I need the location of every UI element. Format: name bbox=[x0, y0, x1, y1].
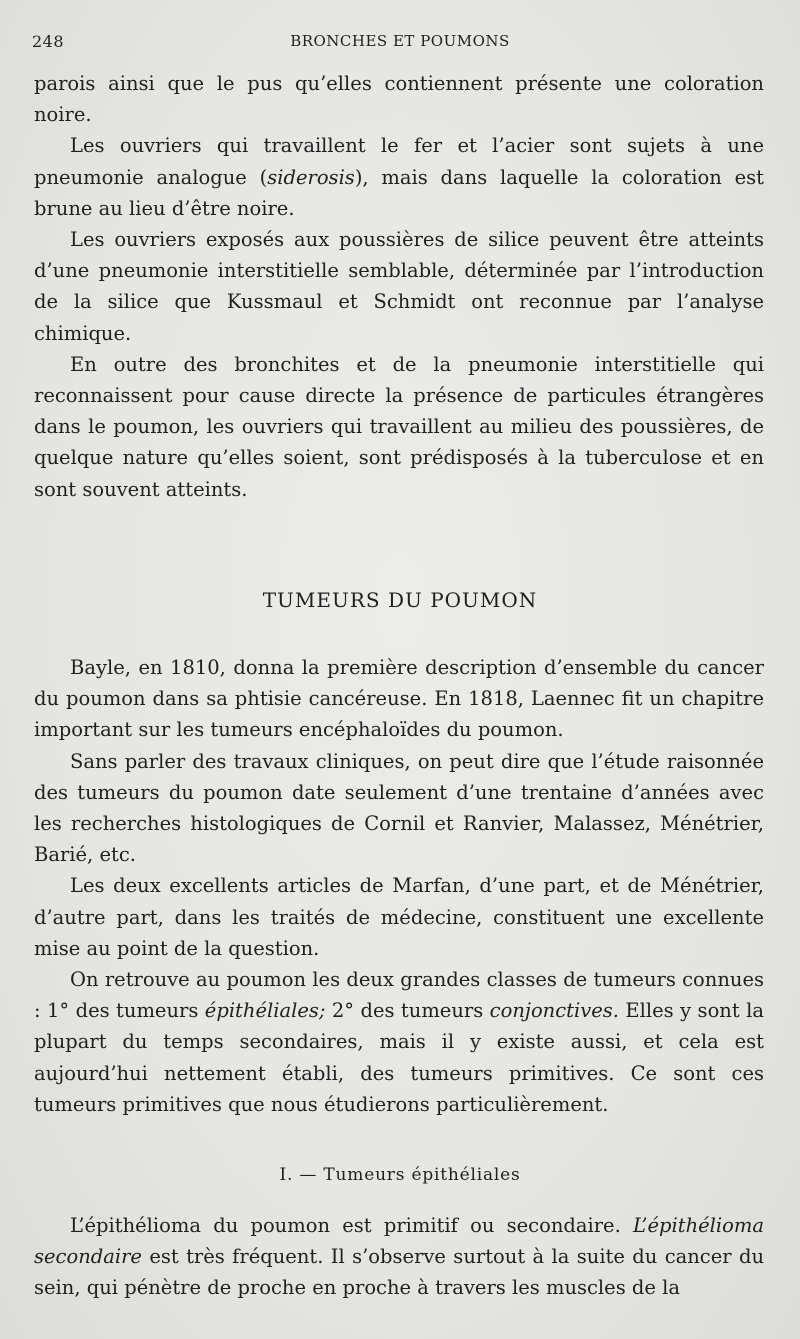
text-span: L’épithélioma du poumon est primitif ou secondaire. bbox=[70, 1214, 633, 1237]
paragraph: Les ouvriers exposés aux poussières de silice peuvent être atteints d’une pneumonie interstitielle semblable, déterminée par l’introduction de la silice que Kussmaul et Schmidt ont reconnue par l’analyse chimique. bbox=[34, 228, 764, 345]
paragraph bbox=[34, 130, 764, 224]
text-span: On retrouve au poumon les deux grandes classes de tumeurs connues : 1° des tumeurs bbox=[34, 968, 764, 1023]
paragraph: En outre des bronchites et de la pneumonie interstitielle qui reconnaissent pour cause directe la présence de particules étrangères dans le poumon, les ouvriers qui travaillent au milieu des poussières, de quelque nature qu’elles soient, sont prédisposés à la tuberculose et en sont souvent atteints. bbox=[34, 352, 764, 501]
subsection-heading: I. — Tumeurs épithéliales bbox=[279, 1165, 521, 1185]
paragraph bbox=[34, 964, 764, 1120]
text-block-section bbox=[34, 652, 764, 1120]
italic-term: épithéliales; bbox=[204, 999, 326, 1023]
text-span: Elles y sont la plupart du temps secondaires, mais il y existe aussi, et cela est aujourd’hui nettement établi, des tumeurs primitives. Ce sont ces tumeurs primitives que nous étudierons particulièrement. bbox=[34, 999, 764, 1116]
italic-term: L’épithélioma secondaire bbox=[34, 1214, 764, 1269]
running-title: BRONCHES ET POUMONS bbox=[290, 32, 510, 50]
italic-term: siderosis bbox=[267, 165, 355, 189]
paragraph: Bayle, en 1810, donna la première description d’ensemble du cancer du poumon dans sa phtisie cancéreuse. En 1818, Laennec fit un chapitre important sur les tumeurs encéphaloïdes du poumon. bbox=[34, 656, 764, 742]
text-block-subsection bbox=[34, 1210, 764, 1304]
paragraph: parois ainsi que le pus qu’elles contiennent présente une coloration noire. bbox=[34, 72, 764, 127]
italic-term: conjonctives. bbox=[489, 999, 619, 1023]
section-heading: TUMEURS DU POUMON bbox=[262, 588, 538, 612]
text-span: ), mais dans laquelle la coloration est brune au lieu d’être noire. bbox=[34, 165, 764, 220]
text-block-intro bbox=[34, 68, 764, 505]
paragraph: Les deux excellents articles de Marfan, d’une part, et de Ménétrier, d’autre part, dans les traités de médecine, constituent une excellente mise au point de la question. bbox=[34, 874, 764, 960]
text-span: 2° des tumeurs bbox=[325, 999, 490, 1023]
running-head bbox=[32, 30, 768, 56]
paragraph: Sans parler des travaux cliniques, on peut dire que l’étude raisonnée des tumeurs du poumon date seulement d’une trentaine d’années avec les recherches histologiques de Cornil et Ranvier, Malassez, Ménétrier, Barié, etc. bbox=[34, 749, 764, 867]
paragraph bbox=[34, 1210, 764, 1304]
text-span: Les ouvriers qui travaillent le fer et l’acier sont sujets à une pneumonie analogue ( bbox=[34, 134, 764, 189]
page-number: 248 bbox=[32, 32, 65, 51]
text-span: est très fréquent. Il s’observe surtout à la suite du cancer du sein, qui pénètre de proche en proche à travers les muscles de la bbox=[34, 1245, 764, 1300]
